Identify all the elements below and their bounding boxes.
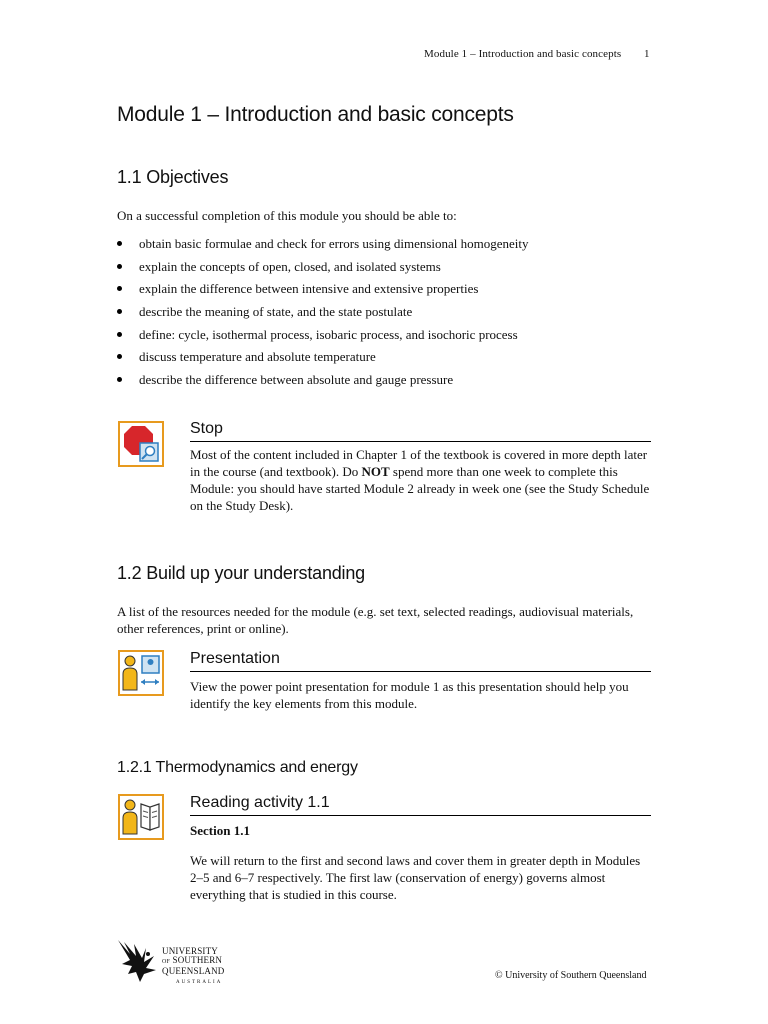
module-title: Module 1 – Introduction and basic concepts: [117, 103, 514, 126]
reading-box-rule: [190, 815, 651, 816]
presentation-icon: [118, 650, 164, 696]
presentation-box-title: Presentation: [190, 650, 280, 667]
thermo-heading: 1.2.1 Thermodynamics and energy: [117, 759, 358, 776]
list-item: define: cycle, isothermal process, isobaric process, and isochoric process: [117, 326, 529, 349]
bullet-icon: [117, 264, 122, 269]
build-text: A list of the resources needed for the module (e.g. set text, selected readings, audiovisual materials, other references, print or online).: [117, 604, 634, 636]
running-header-title: Module 1 – Introduction and basic concepts: [424, 48, 622, 60]
objectives-intro: On a successful completion of this module you should be able to:: [117, 208, 457, 223]
bullet-icon: [117, 332, 122, 337]
bullet-icon: [117, 377, 122, 382]
bullet-icon: [117, 286, 122, 291]
bullet-icon: [117, 354, 122, 359]
list-item: obtain basic formulae and check for errors using dimensional homogeneity: [117, 235, 529, 258]
objectives-heading: 1.1 Objectives: [117, 167, 229, 187]
stop-box-text: Most of the content included in Chapter 1 of the textbook is covered in more depth later in the course (and textbook). Do NOT spend more than one week to complete this Module: you should have started Module 2 already in week one (see the Study Schedule on the Study Desk).: [190, 447, 650, 513]
bullet-icon: [117, 241, 122, 246]
list-item: describe the difference between absolute and gauge pressure: [117, 371, 529, 394]
reading-icon: [118, 794, 164, 840]
build-heading: 1.2 Build up your understanding: [117, 563, 365, 583]
objectives-list: [117, 235, 529, 394]
list-item: discuss temperature and absolute temperature: [117, 348, 529, 371]
presentation-box-rule: [190, 671, 651, 672]
list-item: explain the difference between intensive and extensive properties: [117, 280, 529, 303]
presentation-box-text: View the power point presentation for module 1 as this presentation should help you identify the key elements from this module.: [190, 679, 629, 711]
stop-sign-icon: [118, 421, 164, 467]
list-item: explain the concepts of open, closed, and isolated systems: [117, 258, 529, 281]
reading-section-label: Section 1.1: [190, 823, 250, 838]
reading-box-title: Reading activity 1.1: [190, 794, 330, 811]
reading-box-text: We will return to the first and second laws and cover them in greater depth in Modules 2–5 and 6–7 respectively. The first law (conservation of energy) governs almost everything that is studied in this course.: [190, 853, 641, 902]
stop-box-rule: [190, 441, 651, 442]
university-phoenix-logo: [116, 934, 236, 984]
running-header-page-number: 1: [644, 48, 650, 60]
stop-box-title: Stop: [190, 420, 223, 437]
bullet-icon: [117, 309, 122, 314]
logo-text: UNIVERSITY OF SOUTHERN QUEENSLAND AUSTRALIA: [162, 946, 225, 985]
footer-copyright: © University of Southern Queensland: [495, 970, 647, 981]
list-item: describe the meaning of state, and the state postulate: [117, 303, 529, 326]
